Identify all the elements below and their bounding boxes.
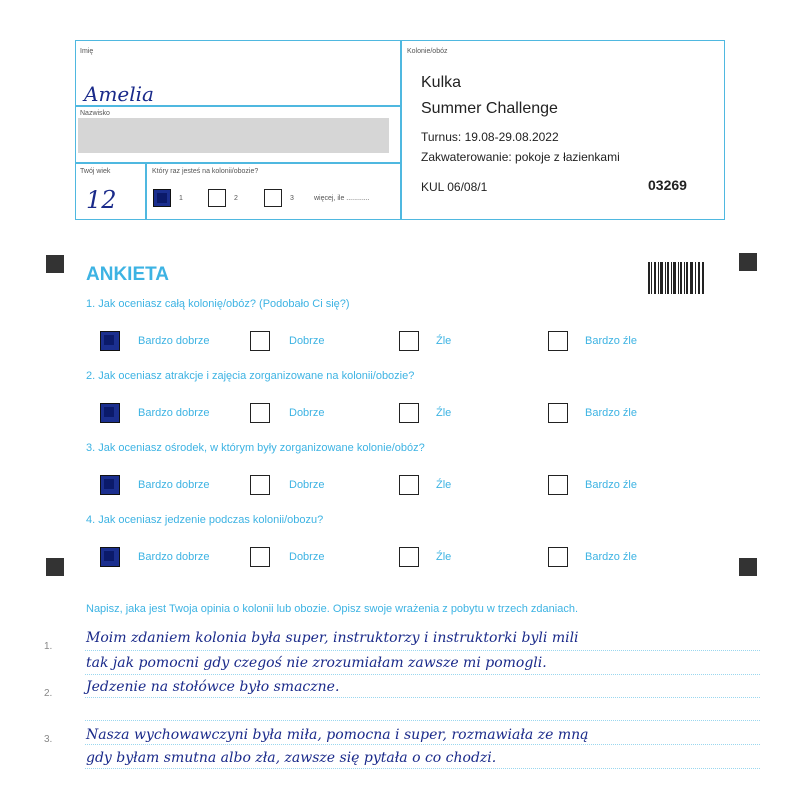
line-number-3: 3. xyxy=(44,734,53,745)
line-number-2: 2. xyxy=(44,688,53,699)
question-2-option-3-checkbox[interactable] xyxy=(399,403,419,423)
opinion-line-2: tak jak pomocni gdy czegoś nie zrozumiałam zawsze mi pomogli. xyxy=(86,655,547,671)
kolonie-label: Kolonie/obóz xyxy=(407,48,448,55)
writing-line xyxy=(85,768,760,769)
nazwisko-label: Nazwisko xyxy=(80,110,110,117)
writing-line xyxy=(85,697,760,698)
question-1-text: 1. Jak oceniasz całą kolonię/obóz? (Podobało Ci się?) xyxy=(86,298,350,310)
question-4-option-4-checkbox[interactable] xyxy=(548,547,568,567)
registration-marker-tl xyxy=(46,255,64,273)
question-2-option-4-label: Bardzo źle xyxy=(585,407,637,419)
question-4-option-3-label: Źle xyxy=(436,551,452,563)
camp-subtitle: Summer Challenge xyxy=(421,100,558,117)
question-4-option-2-checkbox[interactable] xyxy=(250,547,270,567)
question-4-option-3-checkbox[interactable] xyxy=(399,547,419,567)
question-3-option-2-checkbox[interactable] xyxy=(250,475,270,495)
question-2-option-2-label: Dobrze xyxy=(289,407,325,419)
age-col-divider xyxy=(145,162,147,220)
writing-line xyxy=(85,744,760,745)
question-4-text: 4. Jak oceniasz jedzenie podczas kolonii/obozu? xyxy=(86,514,324,526)
writing-line xyxy=(85,720,760,721)
turnus: Turnus: 19.08-29.08.2022 xyxy=(421,130,559,144)
question-4-option-4-label: Bardzo źle xyxy=(585,551,637,563)
question-4-option-2-label: Dobrze xyxy=(289,551,325,563)
barcode xyxy=(648,262,704,294)
line-number-1: 1. xyxy=(44,641,53,652)
registration-marker-tr xyxy=(739,253,757,271)
opinion-line-4: Nasza wychowawczyni była miła, pomocna i super, rozmawiała ze mną xyxy=(86,727,589,743)
question-2-option-3-label: Źle xyxy=(436,407,452,419)
question-4-option-1-label: Bardzo dobrze xyxy=(138,551,210,563)
question-3-option-1-checkbox[interactable] xyxy=(100,475,120,495)
question-2-option-1-checkbox[interactable] xyxy=(100,403,120,423)
visit-3-label: 3 xyxy=(290,195,294,202)
question-2-option-2-checkbox[interactable] xyxy=(250,403,270,423)
opinion-line-5: gdy byłam smutna albo zła, zawsze się pytała o co chodzi. xyxy=(86,750,497,766)
question-3-option-1-label: Bardzo dobrze xyxy=(138,479,210,491)
header-divider xyxy=(400,40,402,220)
form-number: 03269 xyxy=(648,177,687,193)
visit-1-checkbox[interactable] xyxy=(153,189,171,207)
question-2-option-1-label: Bardzo dobrze xyxy=(138,407,210,419)
question-1-option-2-checkbox[interactable] xyxy=(250,331,270,351)
question-3-option-3-label: Źle xyxy=(436,479,452,491)
question-3-option-4-label: Bardzo źle xyxy=(585,479,637,491)
zakwaterowanie: Zakwaterowanie: pokoje z łazienkami xyxy=(421,150,620,164)
writing-line xyxy=(85,674,760,675)
question-3-text: 3. Jak oceniasz ośrodek, w którym były zorganizowane kolonie/obóz? xyxy=(86,442,425,454)
visit-1-label: 1 xyxy=(179,195,183,202)
question-1-option-2-label: Dobrze xyxy=(289,335,325,347)
question-3-option-4-checkbox[interactable] xyxy=(548,475,568,495)
question-1-option-3-label: Źle xyxy=(436,335,452,347)
visit-2-checkbox[interactable] xyxy=(208,189,226,207)
age-divider xyxy=(75,162,401,164)
survey-title: ANKIETA xyxy=(86,264,170,285)
question-2-option-4-checkbox[interactable] xyxy=(548,403,568,423)
wiek-label: Twój wiek xyxy=(80,168,111,175)
visit-3-checkbox[interactable] xyxy=(264,189,282,207)
question-1-option-1-label: Bardzo dobrze xyxy=(138,335,210,347)
question-1-option-1-checkbox[interactable] xyxy=(100,331,120,351)
registration-marker-br xyxy=(739,558,757,576)
writing-line xyxy=(85,650,760,651)
question-2-text: 2. Jak oceniasz atrakcje i zajęcia zorganizowane na kolonii/obozie? xyxy=(86,370,415,382)
opinion-prompt: Napisz, jaka jest Twoja opinia o kolonii lub obozie. Opisz swoje wrażenia z pobytu w trzech zdaniach. xyxy=(86,603,578,615)
question-4-option-1-checkbox[interactable] xyxy=(100,547,120,567)
imie-label: Imię xyxy=(80,48,94,55)
imie-value: Amelia xyxy=(84,82,154,106)
wiecej-label: więcej, ile ............ xyxy=(314,195,370,202)
question-3-option-2-label: Dobrze xyxy=(289,479,325,491)
camp-code: KUL 06/08/1 xyxy=(421,180,488,194)
registration-marker-bl xyxy=(46,558,64,576)
question-1-option-4-checkbox[interactable] xyxy=(548,331,568,351)
question-1-option-3-checkbox[interactable] xyxy=(399,331,419,351)
barcode-graphic xyxy=(648,262,704,294)
opinion-line-3: Jedzenie na stołówce było smaczne. xyxy=(86,679,340,695)
ktory-raz-label: Który raz jesteś na kolonii/obozie? xyxy=(152,168,259,175)
camp-name: Kulka xyxy=(421,74,462,91)
visit-2-label: 2 xyxy=(234,195,238,202)
nazwisko-redaction xyxy=(78,118,389,153)
opinion-line-1: Moim zdaniem kolonia była super, instruktorzy i instruktorki byli mili xyxy=(86,630,579,646)
wiek-value: 12 xyxy=(86,186,117,214)
question-3-option-3-checkbox[interactable] xyxy=(399,475,419,495)
question-1-option-4-label: Bardzo źle xyxy=(585,335,637,347)
